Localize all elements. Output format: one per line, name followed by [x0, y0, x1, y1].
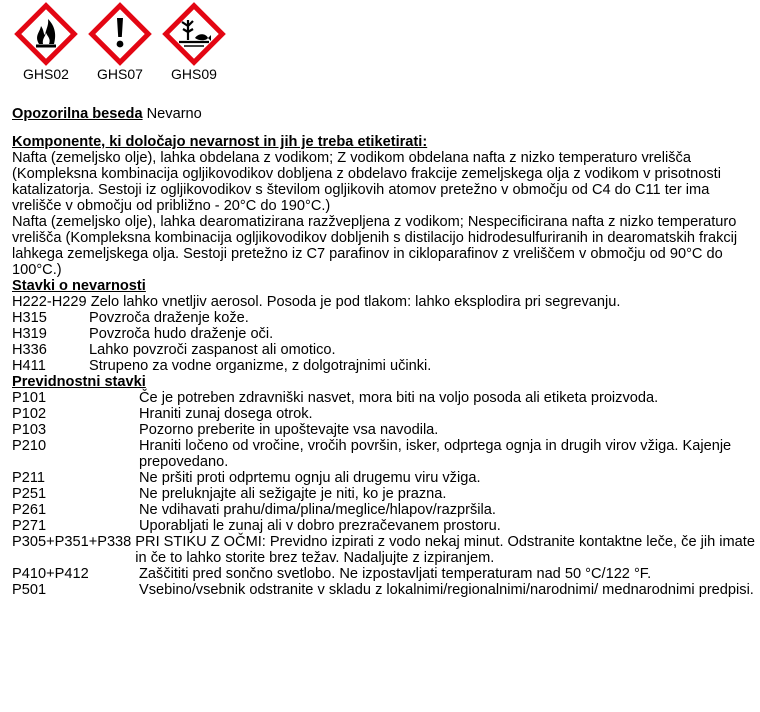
- precaution-statement-code: P103: [12, 422, 47, 438]
- hazard-heading: Stavki o nevarnosti: [12, 278, 146, 294]
- precaution-statement-text: Vsebino/vsebnik odstranite v skladu z lokalnimi/regionalnimi/narodnimi/ mednarodnimi predpisi.: [139, 582, 754, 598]
- hazard-statement-code: H319: [12, 326, 47, 342]
- precaution-statement-text: Če je potreben zdravniški nasvet, mora biti na voljo posoda ali etiketa proizvoda.: [139, 390, 659, 406]
- precaution-statement-code: P261: [12, 502, 47, 518]
- precaution-statement-row: [12, 470, 757, 486]
- precaution-statement-code: P251: [12, 486, 47, 502]
- precaution-statement-code: P305+P351+P338: [12, 534, 132, 550]
- precaution-statement-code: P210: [12, 438, 47, 454]
- components-heading: Komponente, ki določajo nevarnost in jih je treba etiketirati:: [12, 134, 428, 150]
- pictogram-code: GHS09: [171, 66, 217, 82]
- hazard-list: [12, 310, 757, 374]
- pictogram-ghs09: [158, 2, 230, 82]
- precaution-statement-code: P102: [12, 406, 47, 422]
- hazard-statement-row: [12, 358, 757, 374]
- pictogram-code: GHS02: [23, 66, 69, 82]
- signal-word-line: [12, 106, 757, 122]
- precaution-statement-row: [12, 566, 757, 582]
- precaution-statement-row: [12, 438, 757, 470]
- ghs-pictograms: [10, 2, 250, 86]
- flame-icon: [14, 2, 78, 66]
- precaution-list: [12, 390, 757, 598]
- precaution-statement-text: PRI STIKU Z OČMI: Previdno izpirati z vodo nekaj minut. Odstranite kontaktne leče, če jih imate in če to lahko storite brez težav. Nadaljujte z izpiranjem.: [135, 534, 755, 566]
- exclamation-icon: [88, 2, 152, 66]
- precaution-statement-row: [12, 534, 757, 566]
- hazard-statement-text: Povzroča draženje kože.: [89, 310, 249, 326]
- hazard-statement-first: H222-H229 Zelo lahko vnetljiv aerosol. Posoda je pod tlakom: lahko eksplodira pri segrevanju.: [12, 294, 621, 310]
- precaution-statement-text: Hraniti zunaj dosega otrok.: [139, 406, 313, 422]
- hazard-statement-text: Lahko povzroči zaspanost ali omotico.: [89, 342, 336, 358]
- hazard-statement-text: Strupeno za vodne organizme, z dolgotrajnimi učinki.: [89, 358, 432, 374]
- precaution-statement-code: P501: [12, 582, 47, 598]
- component-paragraph: Nafta (zemeljsko olje), lahka obdelana z vodikom; Z vodikom obdelana nafta z nizko temperaturo vrelišča (Kompleksna kombinacija ogljikovodikov dobljena z obdelavo frakcije zemeljskega olja z vodikom v prisotnosti katalizatorja. Sestoji iz ogljikovodikov s številom ogljikovih atomov pretežno v območju od C4 do C11 ter ima vrelišče v območju od približno - 20°C do 190°C.): [12, 150, 721, 214]
- label-elements: [12, 106, 757, 598]
- hazard-statement-row: [12, 326, 757, 342]
- precaution-statement-code: P410+P412: [12, 566, 89, 582]
- precaution-statement-code: P211: [12, 470, 45, 486]
- precaution-statement-row: [12, 422, 757, 438]
- hazard-statement-code: H336: [12, 342, 47, 358]
- precaution-statement-row: [12, 518, 757, 534]
- precaution-statement-text: Ne preluknjajte ali sežigajte je niti, ko je prazna.: [139, 486, 447, 502]
- precaution-statement-text: Hraniti ločeno od vročine, vročih površin, isker, odprtega ognja in drugih virov vžiga. Kajenje prepovedano.: [139, 438, 732, 470]
- component-paragraph: Nafta (zemeljsko olje), lahka dearomatizirana razžveplјena z vodikom; Nespecificirana nafta z nizko temperaturo vrelišča (Kompleksna kombinacija ogljikovodikov dobljenih s distilacijo hidrodesulfuriranih in dearomatskih frakcij lahkega zemeljskega olja. Sestoji pretežno iz C7 parafinov in cikloparafinov z vreliščem v območju od 90°C do 100°C.): [12, 214, 738, 278]
- pictogram-ghs07: [84, 2, 156, 82]
- environment-icon: [162, 2, 226, 66]
- precaution-statement-row: [12, 502, 757, 518]
- precaution-statement-text: Ne pršiti proti odprtemu ognju ali drugemu viru vžiga.: [139, 470, 481, 486]
- pictogram-code: GHS07: [97, 66, 143, 82]
- pictogram-ghs02: [10, 2, 82, 82]
- hazard-statement-text: Povzroča hudo draženje oči.: [89, 326, 274, 342]
- precaution-statement-text: Zaščititi pred sončno svetlobo. Ne izpostavljati temperaturam nad 50 °C/122 °F.: [139, 566, 652, 582]
- precaution-statement-text: Uporabljati le zunaj ali v dobro prezračevanem prostoru.: [139, 518, 501, 534]
- hazard-statement-code: H315: [12, 310, 47, 326]
- signal-word-value: Nevarno: [146, 106, 202, 122]
- precaution-statement-text: Pozorno preberite in upoštevajte vsa navodila.: [139, 422, 439, 438]
- precaution-statement-text: Ne vdihavati prahu/dima/plina/meglice/hlapov/razpršila.: [139, 502, 496, 518]
- hazard-statement-code: H411: [12, 358, 46, 374]
- precaution-statement-row: [12, 390, 757, 406]
- hazard-statement-row: [12, 310, 757, 326]
- precautionary-heading: Previdnostni stavki: [12, 374, 146, 390]
- precaution-statement-row: [12, 582, 757, 598]
- precaution-statement-row: [12, 486, 757, 502]
- precaution-statement-row: [12, 406, 757, 422]
- signal-word-label: Opozorilna beseda: [12, 106, 143, 122]
- hazard-statement-row: [12, 342, 757, 358]
- precaution-statement-code: P271: [12, 518, 47, 534]
- precaution-statement-code: P101: [12, 390, 47, 406]
